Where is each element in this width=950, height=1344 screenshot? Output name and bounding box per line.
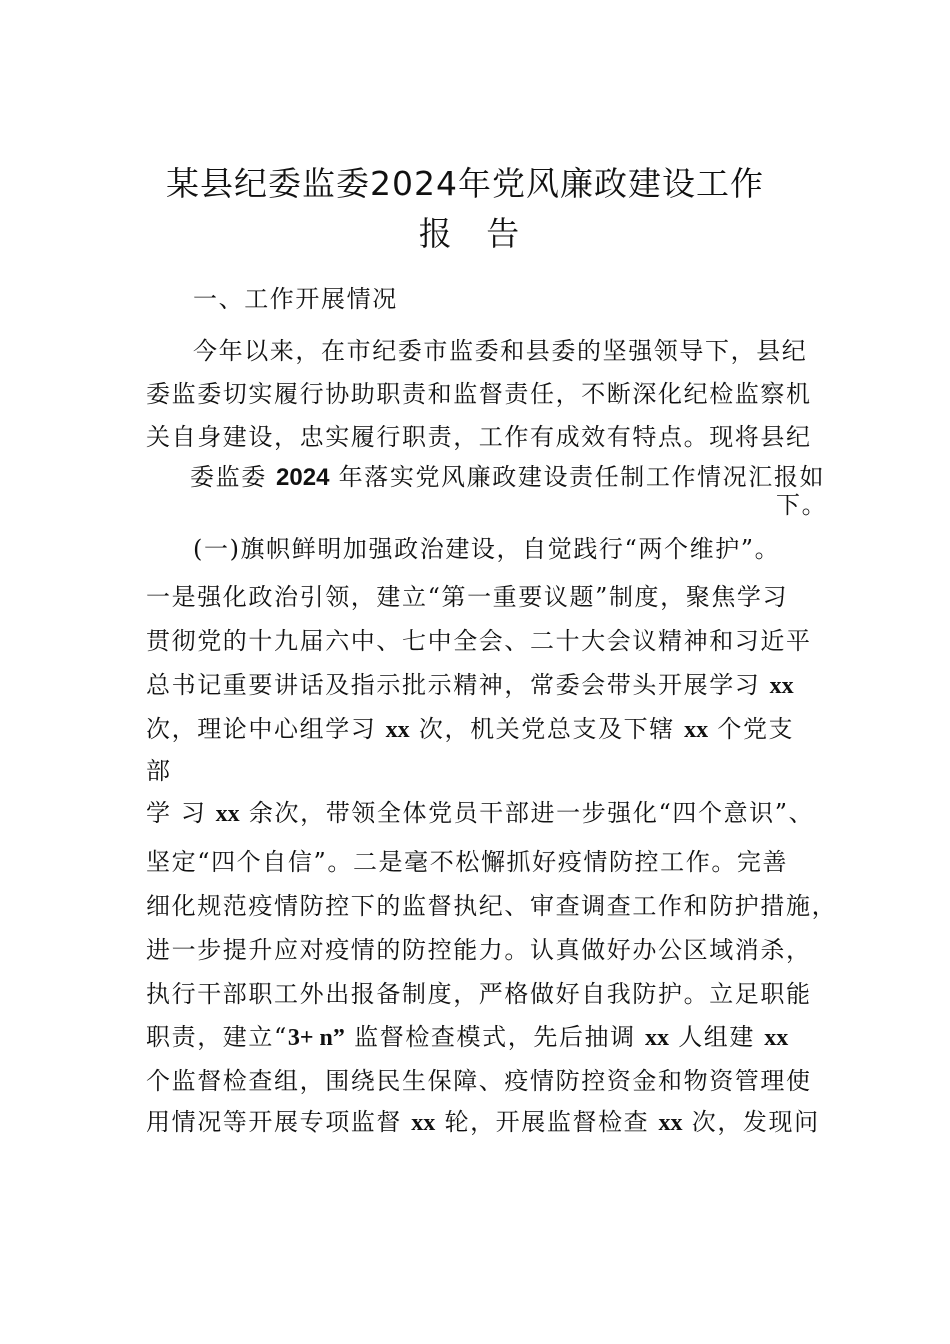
paragraph-line: 下。 (776, 491, 828, 519)
paragraph-line: 次，理论中心组学习 xx 次，机关党总支及下辖 xx 个党支 (146, 715, 795, 743)
section-heading: 一、工作开展情况 (193, 285, 398, 313)
paragraph-line: 贯彻党的十九届六中、七中全会、二十大会议精神和习近平 (146, 627, 812, 655)
paragraph-line: 细化规范疫情防控下的监督执纪、审查调查工作和防护措施， (146, 892, 838, 920)
paragraph-line: 执行干部职工外出报备制度，严格做好自我防护。立足职能 (146, 980, 812, 1008)
paragraph-line: 关自身建设，忠实履行职责，工作有成效有特点。现将县纪 (146, 423, 812, 451)
paragraph-line: 进一步提升应对疫情的防控能力。认真做好办公区域消杀， (146, 936, 812, 964)
paragraph-line: 用情况等开展专项监督 xx 轮，开展监督检查 xx 次，发现问 (146, 1108, 820, 1136)
paragraph-line: 今年以来，在市纪委市监委和县委的坚强领导下，县纪 (193, 337, 808, 365)
document-title-line-1: 某县纪委监委2024年党风廉政建设工作 (166, 164, 764, 203)
paragraph-line: 学 习 xx 余次，带领全体党员干部进一步强化“四个意识”、 (146, 799, 815, 827)
paragraph-line: 个监督检查组，围绕民生保障、疫情防控资金和物资管理使 (146, 1067, 812, 1095)
paragraph-line: 坚定“四个自信”。二是毫不松懈抓好疫情防控工作。完善 (146, 848, 789, 876)
subsection-heading: (一)旗帜鲜明加强政治建设，自觉践行“两个维护”。 (193, 535, 781, 563)
document-title-line-2: 报 告 (418, 214, 532, 253)
paragraph-line: 一是强化政治引领，建立“第一重要议题”制度，聚焦学习 (146, 583, 789, 611)
paragraph-line: 委监委切实履行协助职责和监督责任，不断深化纪检监察机 (146, 380, 812, 408)
paragraph-line: 委监委 2024 年落实党风廉政建设责任制工作情况汇报如 (190, 463, 826, 491)
paragraph-line: 部 (146, 757, 172, 785)
paragraph-line: 总书记重要讲话及指示批示精神，常委会带头开展学习 xx (146, 671, 794, 699)
paragraph-line: 职责，建立“3+ n” 监督检查模式，先后抽调 xx 人组建 xx (146, 1023, 789, 1051)
